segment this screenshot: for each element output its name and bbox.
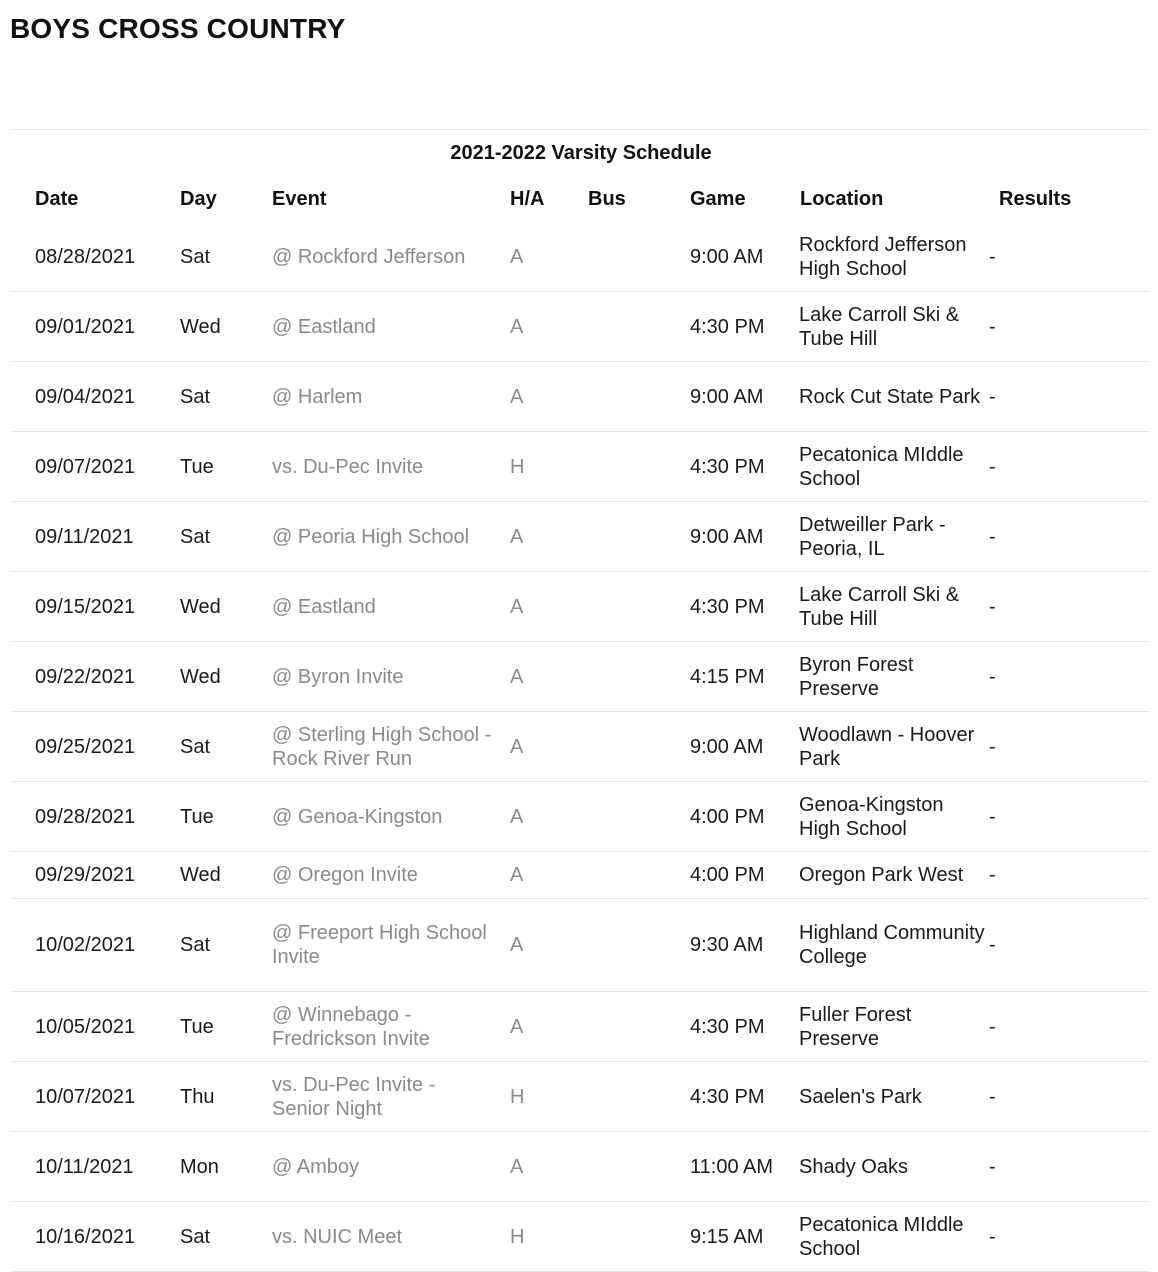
cell-day: Sat [180, 525, 211, 548]
cell-date: 09/28/2021 [35, 805, 136, 828]
cell-game-time: 11:00 AM [690, 1155, 774, 1178]
cell-game-time: 4:30 PM [690, 455, 765, 478]
cell-date: 09/29/2021 [35, 864, 136, 886]
column-header-game: Game [690, 187, 746, 210]
table-row [12, 712, 1150, 782]
cell-date: 10/16/2021 [35, 1225, 136, 1248]
event-link[interactable]: @ Amboy [272, 1155, 360, 1178]
cell-game-time: 9:00 AM [690, 385, 764, 408]
cell-game-time: 9:00 AM [690, 735, 764, 758]
cell-location: Woodlawn - Hoover Park [799, 723, 975, 770]
cell-location: Detweiller Park - Peoria, IL [799, 513, 946, 560]
cell-result: - [989, 1225, 996, 1248]
table-row [12, 292, 1150, 362]
cell-date: 09/04/2021 [35, 385, 136, 408]
cell-game-time: 4:30 PM [690, 1085, 765, 1108]
event-link[interactable]: @ Eastland [272, 595, 376, 618]
cell-home-away: A [510, 665, 524, 688]
cell-location: Rock Cut State Park [799, 385, 981, 408]
cell-game-time: 9:00 AM [690, 525, 764, 548]
page-title: BOYS CROSS COUNTRY [10, 13, 346, 44]
column-header-event: Event [272, 187, 327, 210]
cell-home-away: A [510, 245, 524, 268]
cell-day: Tue [180, 455, 214, 478]
cell-location: Pecatonica MIddle School [799, 443, 964, 490]
cell-home-away: A [510, 385, 524, 408]
cell-home-away: A [510, 864, 524, 886]
cell-game-time: 9:30 AM [690, 934, 764, 956]
cell-home-away: A [510, 1155, 524, 1178]
event-link[interactable]: vs. Du-Pec Invite [272, 455, 424, 478]
cell-location: Pecatonica MIddle School [799, 1213, 964, 1260]
cell-date: 09/11/2021 [35, 525, 134, 548]
cell-location: Saelen's Park [799, 1085, 922, 1108]
event-link[interactable]: @ Freeport High School Invite [272, 922, 487, 968]
cell-result: - [989, 1085, 996, 1108]
cell-home-away: A [510, 315, 524, 338]
cell-result: - [989, 245, 996, 268]
cell-day: Wed [180, 315, 221, 338]
cell-result: - [989, 595, 996, 618]
cell-day: Sat [180, 1225, 211, 1248]
cell-home-away: A [510, 934, 524, 956]
cell-date: 09/07/2021 [35, 455, 136, 478]
cell-result: - [989, 525, 996, 548]
cell-result: - [989, 1155, 996, 1178]
cell-result: - [989, 665, 996, 688]
column-header-location: Location [800, 187, 884, 210]
cell-home-away: A [510, 805, 524, 828]
cell-location: Lake Carroll Ski & Tube Hill [799, 583, 960, 630]
table-header-row [12, 176, 1150, 222]
event-link[interactable]: @ Oregon Invite [272, 864, 418, 886]
table-row [12, 1202, 1150, 1272]
table-row [12, 899, 1150, 992]
cell-date: 09/22/2021 [35, 665, 136, 688]
cell-location: Genoa-Kingston High School [799, 793, 944, 840]
table-row [12, 782, 1150, 852]
cell-result: - [989, 315, 996, 338]
cell-day: Wed [180, 665, 221, 688]
cell-home-away: H [510, 455, 525, 478]
cell-day: Mon [180, 1155, 219, 1178]
cell-day: Sat [180, 245, 211, 268]
event-link[interactable]: @ Sterling High School - Rock River Run [272, 723, 492, 770]
cell-game-time: 4:30 PM [690, 1015, 765, 1038]
cell-day: Wed [180, 864, 221, 886]
schedule-table [12, 129, 1150, 1272]
table-row [12, 362, 1150, 432]
cell-date: 10/05/2021 [35, 1015, 136, 1038]
table-row [12, 992, 1150, 1062]
event-link[interactable]: @ Rockford Jefferson [272, 245, 466, 268]
cell-home-away: A [510, 595, 524, 618]
cell-home-away: H [510, 1085, 525, 1108]
cell-game-time: 4:15 PM [690, 665, 765, 688]
cell-game-time: 9:15 AM [690, 1225, 764, 1248]
table-row [12, 572, 1150, 642]
table-row [12, 222, 1150, 292]
cell-result: - [989, 864, 996, 886]
cell-result: - [989, 735, 996, 758]
cell-location: Lake Carroll Ski & Tube Hill [799, 303, 960, 350]
table-row [12, 502, 1150, 572]
cell-result: - [989, 934, 996, 956]
cell-game-time: 4:00 PM [690, 805, 765, 828]
schedule-caption: 2021-2022 Varsity Schedule [450, 142, 712, 164]
event-link[interactable]: @ Peoria High School [272, 525, 470, 548]
cell-home-away: A [510, 1015, 524, 1038]
event-link[interactable]: @ Genoa-Kingston [272, 805, 443, 828]
column-header-date: Date [35, 187, 79, 210]
event-link[interactable]: @ Eastland [272, 315, 376, 338]
cell-date: 09/15/2021 [35, 595, 136, 618]
cell-date: 10/07/2021 [35, 1085, 136, 1108]
cell-result: - [989, 455, 996, 478]
cell-home-away: A [510, 525, 524, 548]
cell-day: Sat [180, 385, 211, 408]
cell-home-away: A [510, 735, 524, 758]
cell-day: Wed [180, 595, 221, 618]
cell-location: Byron Forest Preserve [799, 653, 914, 700]
schedule-rows [12, 222, 1150, 1272]
cell-result: - [989, 805, 996, 828]
table-row [12, 852, 1150, 899]
table-row [12, 432, 1150, 502]
cell-date: 10/02/2021 [35, 934, 136, 956]
cell-game-time: 9:00 AM [690, 245, 764, 268]
cell-location: Oregon Park West [799, 864, 964, 886]
cell-date: 08/28/2021 [35, 245, 136, 268]
cell-game-time: 4:30 PM [690, 315, 765, 338]
cell-day: Sat [180, 735, 211, 758]
cell-location: Shady Oaks [799, 1155, 908, 1178]
event-link[interactable]: @ Harlem [272, 385, 363, 408]
column-header-home-away: H/A [510, 187, 545, 210]
cell-location: Highland Community College [799, 922, 985, 968]
table-row [12, 1062, 1150, 1132]
cell-location: Rockford Jefferson High School [799, 233, 967, 280]
event-link[interactable]: vs. Du-Pec Invite - Senior Night [272, 1073, 436, 1120]
event-link[interactable]: @ Winnebago - Fredrickson Invite [272, 1003, 430, 1050]
cell-location: Fuller Forest Preserve [799, 1003, 912, 1050]
column-header-bus: Bus [588, 187, 626, 210]
column-header-day: Day [180, 187, 217, 210]
cell-date: 09/01/2021 [35, 315, 136, 338]
cell-result: - [989, 1015, 996, 1038]
cell-day: Sat [180, 934, 211, 956]
cell-date: 09/25/2021 [35, 735, 136, 758]
cell-day: Thu [180, 1085, 215, 1108]
cell-date: 10/11/2021 [35, 1155, 134, 1178]
column-header-results: Results [999, 187, 1072, 210]
table-row [12, 1132, 1150, 1202]
cell-game-time: 4:00 PM [690, 864, 765, 886]
cell-day: Tue [180, 805, 214, 828]
cell-game-time: 4:30 PM [690, 595, 765, 618]
event-link[interactable]: vs. NUIC Meet [272, 1225, 403, 1248]
cell-result: - [989, 385, 996, 408]
cell-home-away: H [510, 1225, 525, 1248]
table-row [12, 642, 1150, 712]
cell-day: Tue [180, 1015, 214, 1038]
event-link[interactable]: @ Byron Invite [272, 665, 404, 688]
